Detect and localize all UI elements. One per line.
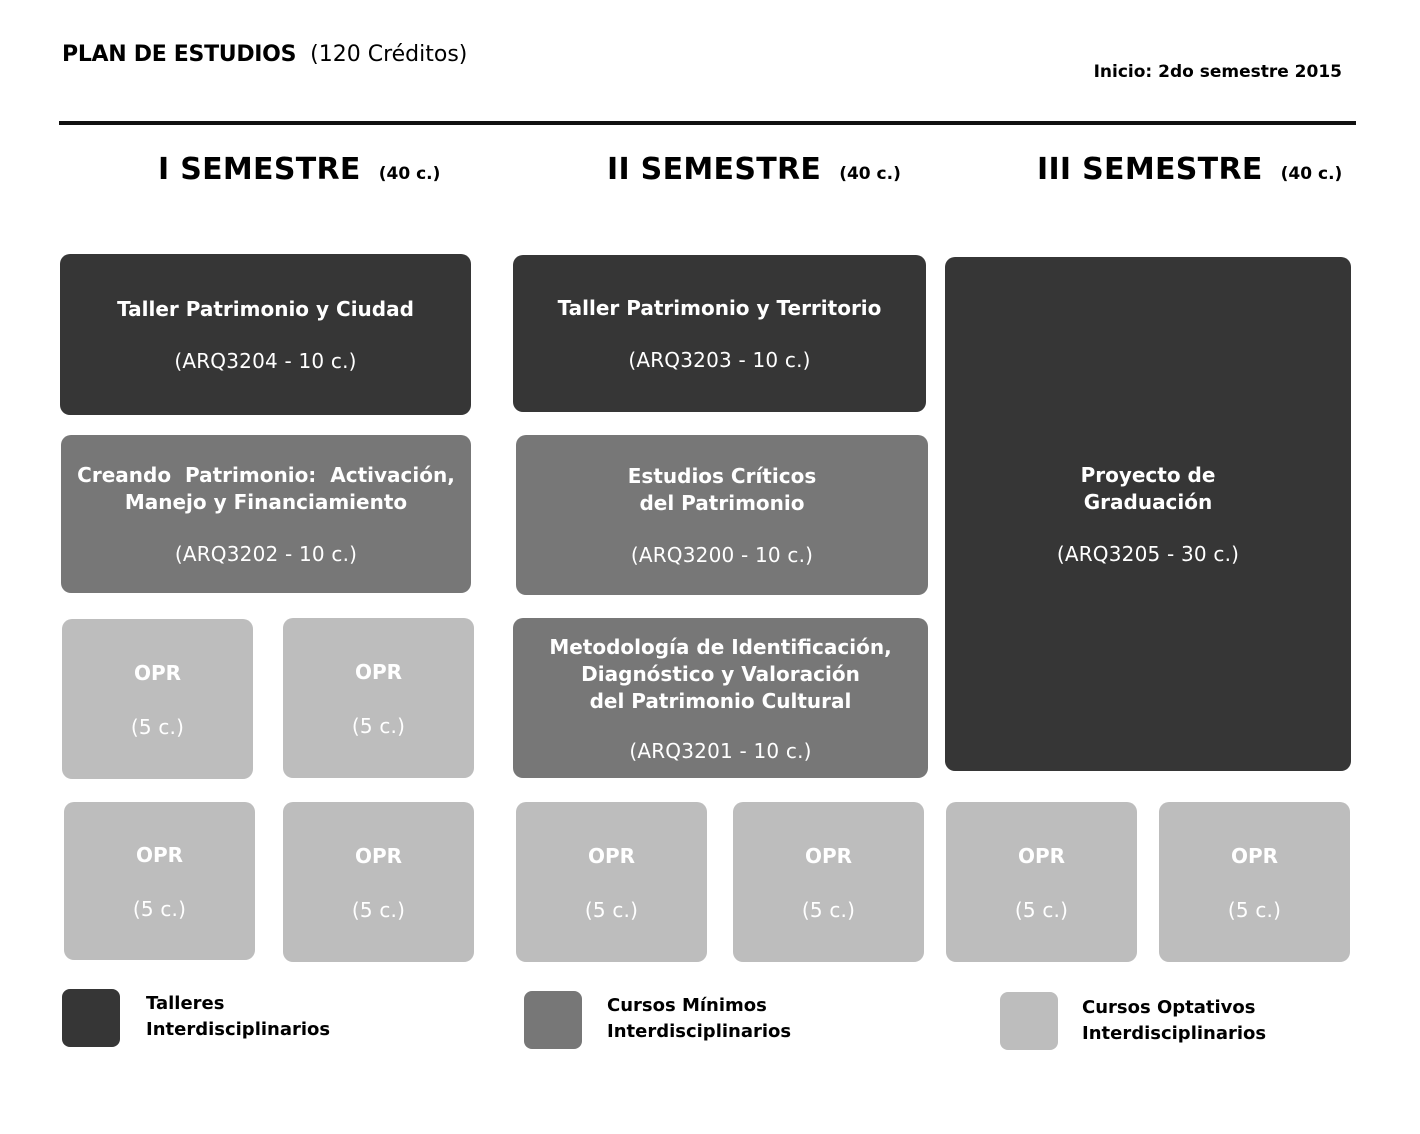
course-code: (ARQ3202 - 10 c.) — [174, 542, 358, 566]
semester-3-heading — [1037, 152, 1342, 187]
course-code: (5 c.) — [130, 714, 185, 739]
course-code: (5 c.) — [584, 897, 639, 922]
course-code: (ARQ3205 - 30 c.) — [1056, 542, 1240, 566]
course-code: (5 c.) — [801, 897, 856, 922]
course-opr-s3-1 — [946, 802, 1137, 962]
semester-2-name: II SEMESTRE — [607, 152, 822, 187]
course-title-line1: Proyecto de — [1080, 463, 1216, 487]
legend-line1: Cursos Optativos — [1082, 997, 1256, 1018]
course-code: (5 c.) — [1014, 897, 1069, 922]
course-metodologia — [513, 618, 928, 778]
course-creando-patrimonio — [61, 435, 471, 593]
semester-1-heading — [158, 152, 440, 187]
course-code: (ARQ3201 - 10 c.) — [629, 738, 812, 763]
course-title: OPR — [587, 843, 636, 868]
legend-label-talleres — [146, 991, 330, 1043]
course-title: OPR — [804, 843, 853, 868]
course-code: (ARQ3203 - 10 c.) — [628, 348, 811, 372]
course-title: OPR — [135, 842, 184, 867]
plan-total-credits: (120 Créditos) — [310, 42, 468, 67]
plan-title — [62, 42, 467, 67]
course-title: Taller Patrimonio y Territorio — [557, 296, 882, 320]
legend-line2: Interdisciplinarios — [1082, 1023, 1267, 1044]
course-title: OPR — [354, 843, 403, 868]
course-opr-s1-1 — [62, 619, 253, 779]
semester-1-credits: (40 c.) — [378, 164, 441, 184]
course-title-line1: Creando Patrimonio: Activación, — [77, 463, 455, 487]
course-proyecto-graduacion — [945, 257, 1351, 771]
course-taller-patrimonio-territorio — [513, 255, 926, 412]
legend-swatch-optativos — [1000, 992, 1058, 1050]
legend-line1: Cursos Mínimos — [607, 995, 767, 1016]
course-title-line2: Graduación — [1083, 490, 1213, 514]
legend-line2: Interdisciplinarios — [607, 1021, 792, 1042]
start-date: Inicio: 2do semestre 2015 — [1093, 62, 1342, 82]
course-code: (5 c.) — [351, 897, 406, 922]
course-title-line2: Manejo y Financiamiento — [124, 490, 408, 514]
course-opr-s1-2 — [283, 618, 474, 778]
course-code: (5 c.) — [132, 896, 187, 921]
course-title-line1: Metodología de Identificación, — [549, 634, 892, 659]
course-title: OPR — [354, 659, 403, 684]
semester-2-credits: (40 c.) — [839, 164, 901, 184]
course-title-line2: Diagnóstico y Valoración — [581, 661, 860, 686]
legend-label-optativos — [1082, 995, 1266, 1047]
course-title: OPR — [133, 660, 182, 685]
course-title: OPR — [1017, 843, 1066, 868]
course-opr-s2-1 — [516, 802, 707, 962]
course-opr-s2-2 — [733, 802, 924, 962]
header-divider — [59, 121, 1356, 125]
legend-swatch-minimos — [524, 991, 582, 1049]
semester-2-heading — [607, 152, 901, 187]
course-title: Taller Patrimonio y Ciudad — [117, 297, 414, 321]
course-code: (5 c.) — [1227, 897, 1282, 922]
legend-label-minimos — [607, 993, 791, 1045]
course-code: (ARQ3200 - 10 c.) — [630, 543, 814, 567]
legend-line2: Interdisciplinarios — [146, 1019, 331, 1040]
legend-swatch-talleres — [62, 989, 120, 1047]
semester-3-name: III SEMESTRE — [1037, 152, 1263, 187]
course-title-line2: del Patrimonio — [639, 491, 805, 515]
course-estudios-criticos — [516, 435, 928, 595]
course-code: (ARQ3204 - 10 c.) — [174, 349, 357, 373]
plan-title-text: PLAN DE ESTUDIOS — [62, 42, 297, 67]
course-opr-s1-3 — [64, 802, 255, 960]
course-taller-patrimonio-ciudad — [60, 254, 471, 415]
course-title: OPR — [1230, 843, 1279, 868]
course-opr-s1-4 — [283, 802, 474, 962]
course-opr-s3-2 — [1159, 802, 1350, 962]
course-title-line3: del Patrimonio Cultural — [589, 688, 852, 713]
course-code: (5 c.) — [351, 713, 406, 738]
semester-3-credits: (40 c.) — [1280, 164, 1343, 184]
legend-line1: Talleres — [146, 993, 225, 1014]
course-title-line1: Estudios Críticos — [627, 464, 817, 488]
semester-1-name: I SEMESTRE — [158, 152, 361, 187]
